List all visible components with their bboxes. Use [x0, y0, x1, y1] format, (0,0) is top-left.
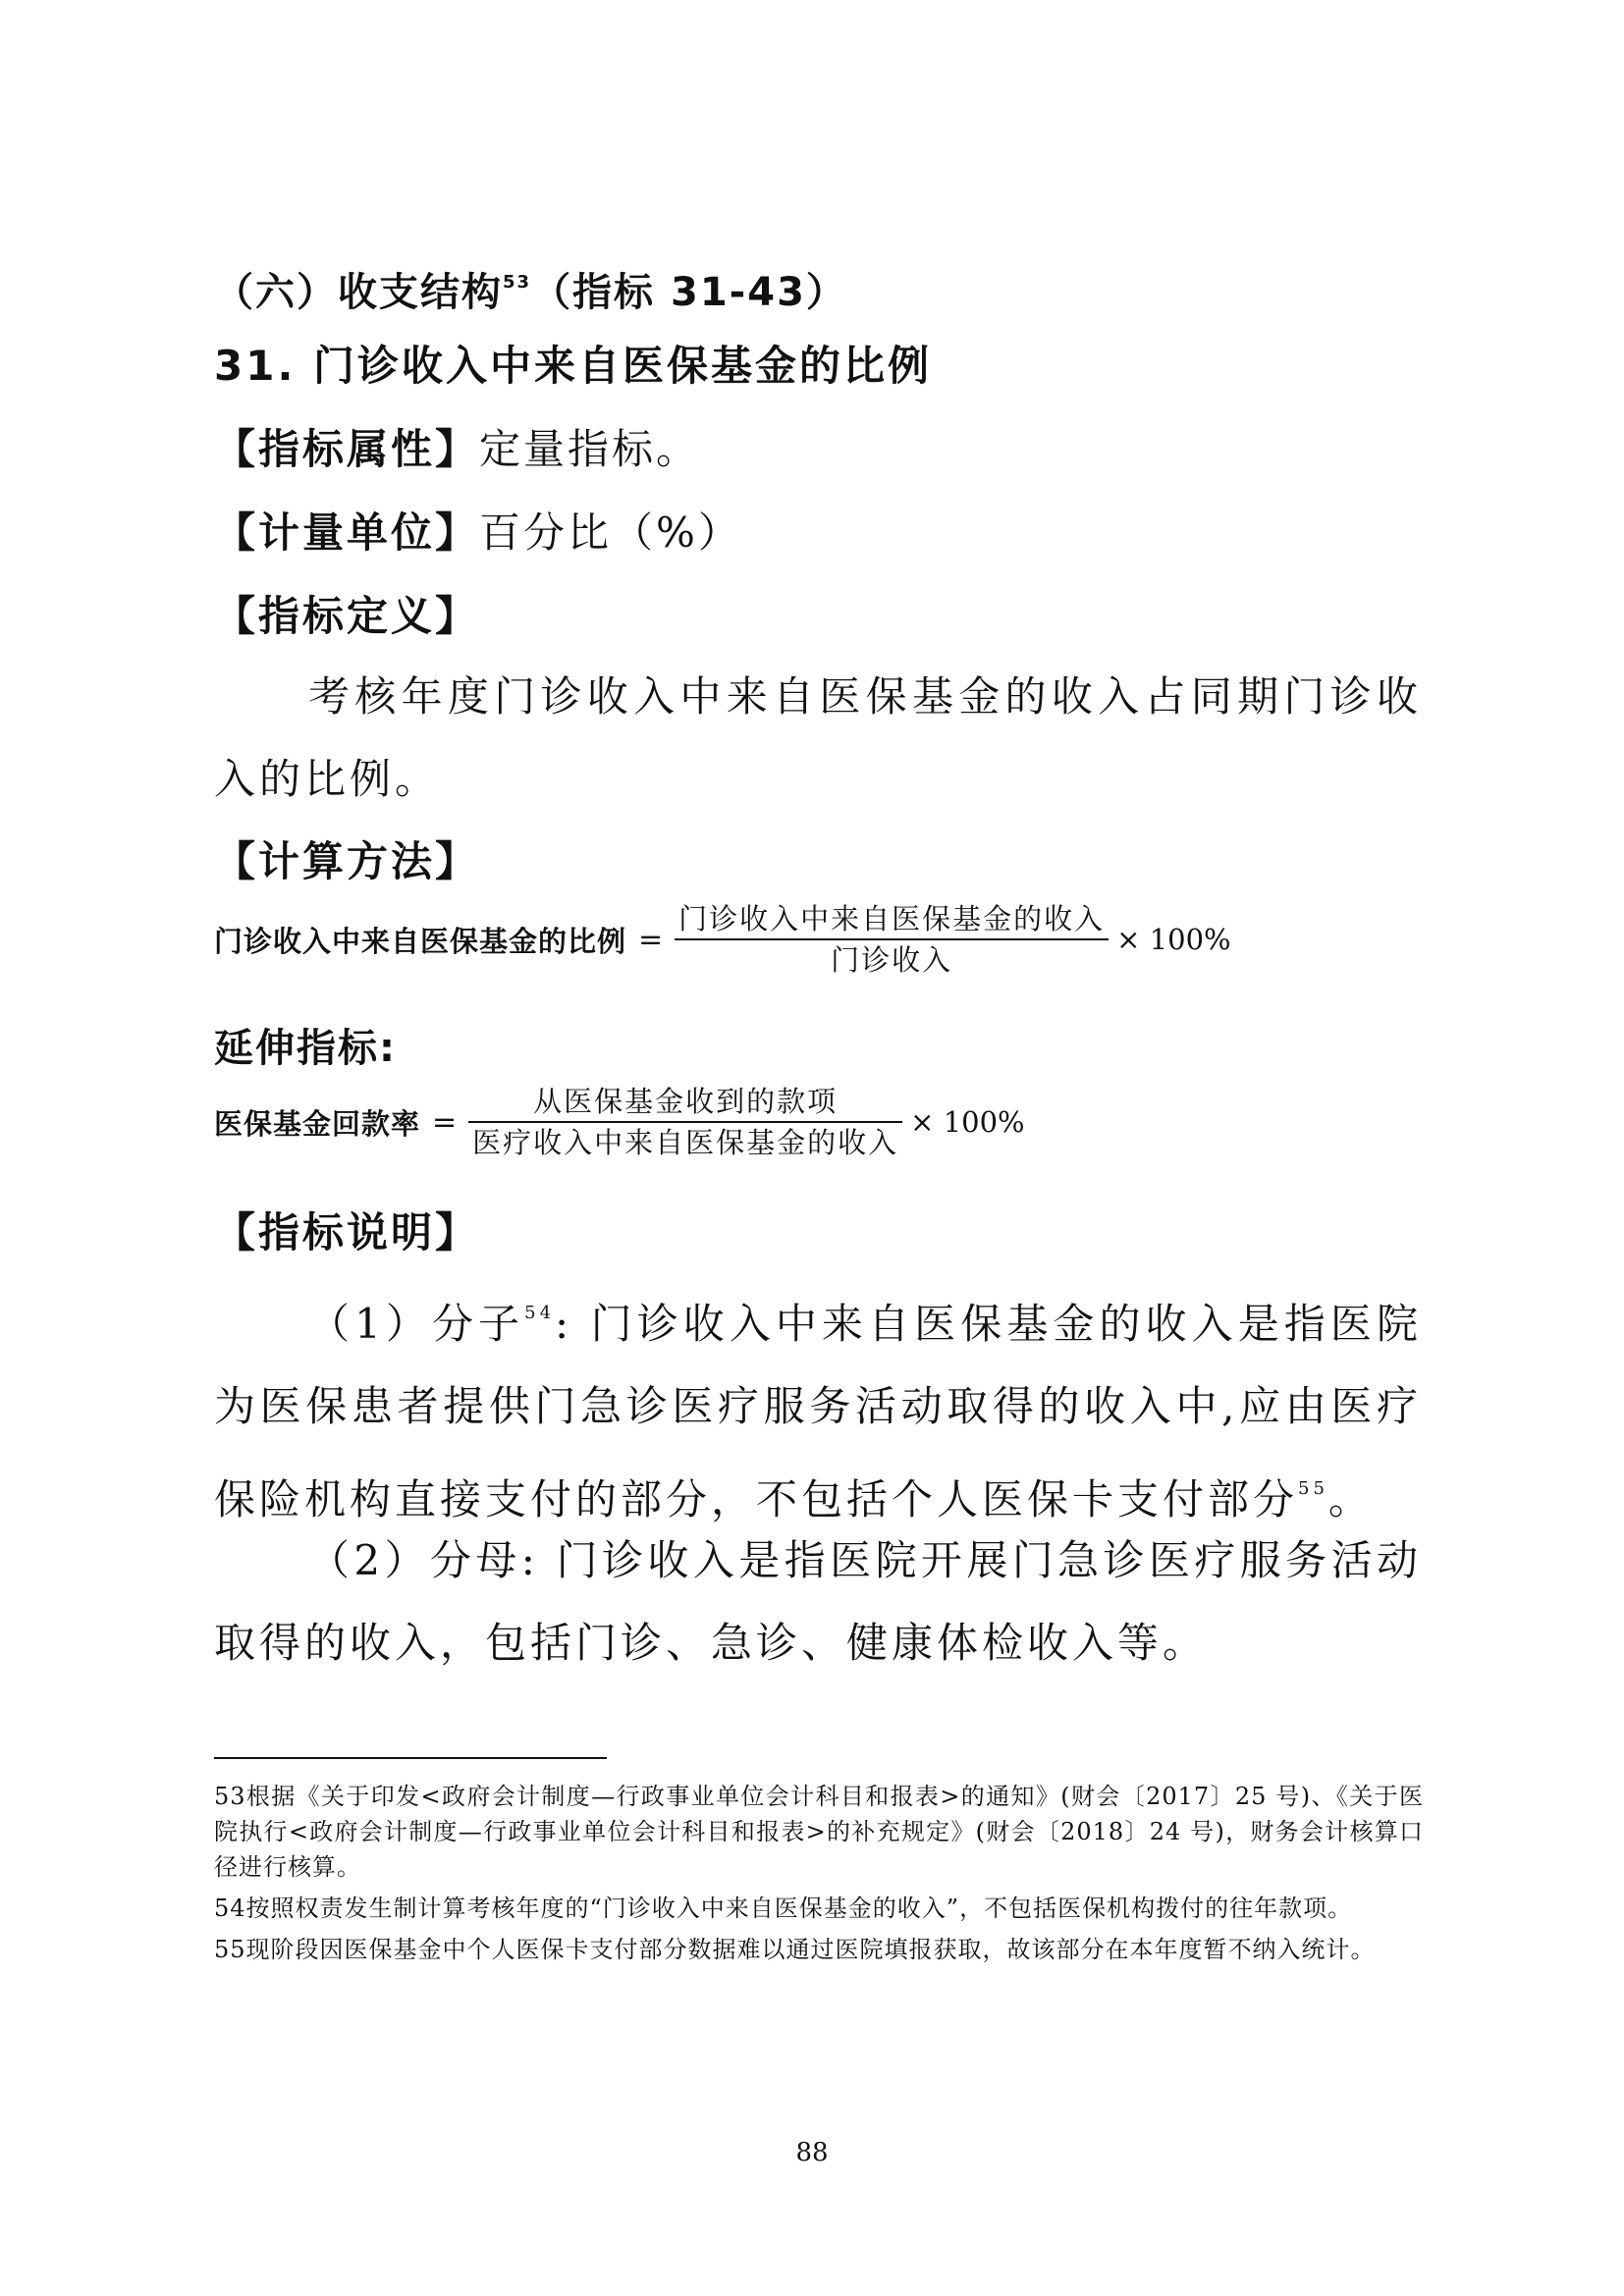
equals-sign: = — [638, 922, 664, 957]
note-paragraph-1 — [214, 1272, 1422, 1541]
note-p1-body: : 门诊收入中来自医保基金的收入是指医院为医保患者提供门急诊医疗服务活动取得的收入中,应由医疗保险机构直接支付的部分，不包括个人医保卡支付部分 — [214, 1300, 1422, 1523]
note-paragraph-2: （2）分母: 门诊收入是指医院开展门急诊医疗服务活动取得的收入，包括门诊、急诊、健康体检收入等。 — [214, 1536, 1422, 1667]
denominator: 医疗收入中来自医保基金的收入 — [472, 1126, 899, 1159]
attr-row — [214, 420, 700, 479]
formula-left: 医保基金回款率 — [214, 1106, 421, 1141]
note-label: 【指标说明】 — [214, 1208, 480, 1256]
note-p1-start: （1）分子 — [308, 1300, 525, 1348]
definition-label: 【指标定义】 — [214, 592, 480, 640]
formula-collection-rate — [214, 1082, 1025, 1162]
unit-value: 百分比（%） — [479, 508, 742, 557]
footnote-ref-53[interactable]: 53 — [503, 272, 532, 293]
page-number: 88 — [795, 2138, 829, 2167]
section-heading — [214, 253, 847, 322]
definition-label-row — [214, 587, 479, 646]
footnote-54: 54按照权责发生制计算考核年度的“门诊收入中来自医保基金的收入”，不包括医保机构拨付的往年款项。 — [214, 1895, 1353, 1922]
footnote-55: 55现阶段因医保基金中个人医保卡支付部分数据难以通过医院填报获取，故该部分在本年度暂不纳入统计。 — [214, 1936, 1376, 1963]
fraction — [675, 899, 1109, 980]
footnote-ref-55[interactable]: 55 — [1298, 1478, 1328, 1499]
numerator: 从医保基金收到的款项 — [533, 1085, 839, 1118]
formula-left: 门诊收入中来自医保基金的比例 — [214, 924, 627, 958]
method-label: 【计算方法】 — [214, 837, 480, 885]
multiplier: × 100% — [910, 1105, 1025, 1139]
fraction — [468, 1082, 902, 1162]
denominator: 门诊收入 — [831, 943, 953, 977]
attr-label: 【指标属性】 — [214, 425, 480, 473]
footnote-ref-54[interactable]: 54 — [524, 1303, 556, 1323]
method-label-row — [214, 832, 479, 891]
unit-label: 【计量单位】 — [214, 508, 480, 557]
multiplier: × 100% — [1116, 923, 1231, 956]
footnote-53: 53根据《关于印发<政府会计制度—行政事业单位会计科目和报表>的通知》(财会〔2017〕25 号)、《关于医院执行<政府会计制度—行政事业单位会计科目和报表>的补充规定》(财会〔2018〕24 号)，财务会计核算口径进行核算。 — [214, 1783, 1424, 1881]
equals-sign: = — [432, 1104, 458, 1140]
note-label-row — [214, 1203, 479, 1262]
unit-row — [214, 504, 742, 562]
numerator: 门诊收入中来自医保基金的收入 — [678, 902, 1106, 935]
footnotes — [214, 1779, 1424, 1973]
item-title: 31. 门诊收入中来自医保基金的比例 — [214, 342, 933, 390]
section-range: （指标 31-43） — [531, 270, 847, 315]
extend-label: 延伸指标: — [214, 1026, 397, 1071]
footnote-separator — [214, 1757, 607, 1759]
formula-outpatient-ratio — [214, 899, 1231, 980]
note-p1-end: 。 — [1327, 1475, 1374, 1523]
attr-value: 定量指标。 — [479, 425, 701, 473]
section-title: （六）收支结构 — [214, 270, 503, 315]
definition-text: 考核年度门诊收入中来自医保基金的收入占同期门诊收入的比例。 — [214, 672, 1422, 803]
